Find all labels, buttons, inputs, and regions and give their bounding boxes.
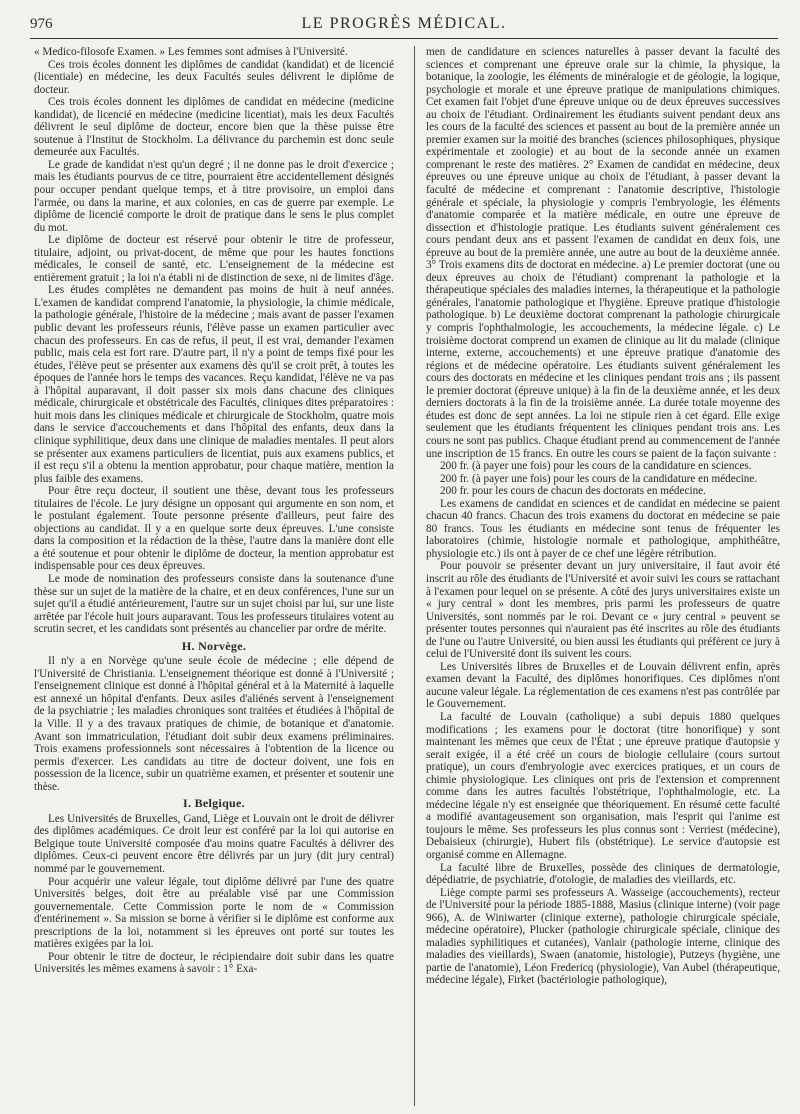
section-heading-belgique: I. Belgique. (183, 796, 245, 811)
paragraph: « Medico-filosofe Examen. » Les femmes sont admises à l'Université. (34, 46, 348, 58)
paragraph: Pour acquérir une valeur légale, tout diplôme délivré par l'une des quatre Universités belges, doit être au préalable visé par une Commission gouvernementale. Cette Commission porte le nom de « Commission d'entérinement ». Sa mission se borne à vérifier si le diplôme est conforme aux prescriptions de la loi, notamment si les épreuves ont porté sur toutes les matières exigées par la loi. (34, 875, 394, 951)
paragraph: Pour pouvoir se présenter devant un jury universitaire, il faut avoir été inscrit au rôle des étudiants de l'Université et avoir suivi les cours se rattachant à l'examen pour lequel on se présente. A côté des jurys universitaires existe un « jury central » dont les membres, pris parmi les professeurs de quatre Universités, sont nommés par le roi. Devant ce « jury central » peuvent se présenter toutes personnes qui n'auraient pas été inscrites au rôle des étudiants de l'une ou l'autre Université, ou bien aussi les étudiants qui préfèrent ce jury à celui de l'Université dont ils suivent les cours. (426, 560, 780, 661)
paragraph: Les études complètes ne demandent pas moins de huit à neuf années. L'examen de kandidat comprend l'anatomie, la physiologie, la chimie médicale, la pathologie générale, l'histoire de la médecine ; mais avant de passer l'examen public devant les professeurs réunis, l'élève passe un examen particulier avec chacun des professeurs. En cas de refus, il peut, il est vrai, demander l'examen public, mais cela est fort rare. D'autre part, il n'y a point de temps fixé pour les études, l'élève peut se présenter aux examens dès qu'il se croit prêt, à toutes les époques de l'année hors le temps des vacances. Reçu kandidat, l'élève ne va pas à l'hôpital auparavant, il doit passer six mois dans chacune des cliniques médicale, chirurgicale et obstétricale des Facultés, cliniques dites préparatoires : huit mois dans les cliniques médicale et chirurgicale de Stockholm, quatre mois dans le service d'accouchements et dans l'hôpital des enfants, deux dans la clinique syphilitique, deux dans une clinique de maladies mentales. Il peut alors se présenter aux examens particuliers de licentiat, puis aux examens publics, et il est reçu s'il a obtenu la mention approbatur, pour chaque matière, mention la plus faible des examens. (34, 284, 394, 485)
paragraph: Les Universités de Bruxelles, Gand, Liège et Louvain ont le droit de délivrer des diplômes académiques. Ce droit leur est conféré par la loi qui autorise en Belgique toute Université composée d'au moins quatre Facultés à délivrer des diplômes. Ceux-ci peuvent encore être délivrés par un jury (dit jury central) nommé par le gouvernement. (34, 812, 394, 875)
right-column (426, 46, 780, 1111)
fee-line: 200 fr. (à payer une fois) pour les cours de la candidature en sciences. (440, 460, 752, 473)
page-number: 976 (30, 16, 53, 32)
fee-line: 200 fr. pour les cours de chacun des doctorats en médecine. (440, 485, 706, 498)
running-title: LE PROGRÈS MÉDICAL. (301, 15, 507, 32)
paragraph: Le mode de nomination des professeurs consiste dans la soutenance d'une thèse sur un sujet de la matière de la chaire, et en deux conférences, l'une sur un sujet qu'il a étudié antérieurement, l'autre sur un sujet choisi par lui, sur une liste arrêtée par l'école huit jours auparavant. Tous les professeurs titulaires votent au scrutin secret, et les candidats sont présentés au chancelier par ordre de mérite. (34, 572, 394, 636)
paragraph: Les Universités libres de Bruxelles et de Louvain délivrent enfin, après examen devant la Faculté, des diplômes honorifiques. Ces diplômes n'ont aucune valeur légale. La réglementation de ces examens n'est pas contrôlée par le Gouvernement. (426, 660, 780, 711)
paragraph: Pour être reçu docteur, il soutient une thèse, devant tous les professeurs titulaires de l'école. Le jury désigne un opposant qui argumente en son nom, et le postulant également. Toute personne présente d'ailleurs, peut faire des objections au candidat. Il y a en quelque sorte deux épreuves. L'une consiste dans la composition et la rédaction de la thèse, l'autre dans la manière dont elle a été soutenue et pour obtenir le diplôme de docteur, la mention approbatur est indispensable pour ces deux épreuves. (34, 485, 394, 573)
section-heading-norvege: H. Norvège. (181, 638, 247, 653)
paragraph: Le grade de kandidat n'est qu'un degré ; il ne donne pas le droit d'exercice ; mais les étudiants pourvus de ce titre, pourraient être accidentellement désignés pour occuper pendant quelque temps, et à titre provisoire, un emploi dans l'armée, ou dans la marine, et aux colonies, en cas de guerre par exemple. Le diplôme de licencié comporte le droit de pratique dans le sens le plus complet du mot. (34, 158, 394, 234)
paragraph: Pour obtenir le titre de docteur, le récipiendaire doit subir dans les quatre Universités les mêmes examens à savoir : 1° Exa- (34, 950, 394, 976)
left-column (34, 46, 394, 1111)
paragraph: Les examens de candidat en sciences et de candidat en médecine se paient chacun 40 francs. Chacun des trois examens du doctorat en médecine se paie 80 francs. Tous les étudiants en médecine sont tenus de fréquenter les laboratoires (chimie, histologie normale et pathologique, amphithéâtre, physiologie etc.) ils ont à payer de ce chef une légère rétribution. (426, 497, 780, 560)
page-header (30, 12, 778, 39)
paragraph: Liège compte parmi ses professeurs A. Wasseige (accouchements), recteur de l'Université pour la période 1885-1888, Masius (clinique interne) (voir page 966), A. de Winiwarter (clinique externe), pathologie chirurgicale spéciale, médecine opératoire), Plucker (pathologie chirurgicale spéciale, clinique des maladies syphilitiques et cutanées), Vanlair (pathologie interne, clinique des maladies des vieillards), Swaen (anatomie, histologie), Putzeys (hygiène, une partie de l'anatomie), Léon Fredericq (physiologie), Van Aubel (thérapeutique, médecine légale), Firket (bactériologie pathologique), (426, 886, 780, 987)
column-divider (414, 46, 415, 1106)
paragraph: La faculté de Louvain (catholique) a subi depuis 1880 quelques modifications ; les examens pour le doctorat (titre honorifique) y sont maintenant les mêmes que ceux de l'État ; une épreuve pratique d'autopsie y serait exigée, il a été créé un cours de biologie cellulaire (cours surtout pratique), un cours d'embryologie avec exercices pratiques, et un cours de chimie physiologique. Les cliniques ont pris de l'extension et comprennent comme dans les autres facultés l'obstétrique, l'ophthalmologie, etc. La médecine légale n'y est enseignée que théoriquement. En résumé cette faculté a modifié avantageusement son organisation, mais l'esprit qui l'anime est toujours le même. Ses professeurs les plus connus sont : Verriest (médecine), Debaisieux (chirurgie), Hubert fils (obstétrique). Le service d'autopsie est organisé comme en Allemagne. (426, 710, 780, 861)
fee-line: 200 fr. (à payer une fois) pour les cours de la candidature en médecine. (440, 472, 758, 485)
paragraph: La faculté libre de Bruxelles, possède des cliniques de dermatologie, dépédiatrie, de psychiatrie, d'otologie, de maladies des vieillards, etc. (426, 861, 780, 887)
paragraph: Ces trois écoles donnent les diplômes de candidat (kandidat) et de licencié (licentiale) en médecine, les deux Facultés seules délivrent le diplôme de docteur. (34, 58, 394, 96)
paragraph: Ces trois écoles donnent les diplômes de candidat en médecine (medicine kandidat), de licencié en médecine (medicine licentiat), mais les deux Facultés délivrent le seul diplôme de docteur, encore bien que la thèse puisse être soutenue à l'Institut de Stockholm. La délivrance du parchemin est donc seule demeurée aux Facultés. (34, 96, 394, 159)
paragraph: Il n'y a en Norvège qu'une seule école de médecine ; elle dépend de l'Université de Christiania. L'enseignement théorique est donné à l'Université ; l'enseignement clinique est donné à l'hôpital général et à la Maternité à laquelle est annexé un hôpital d'enfants. Deux asiles d'aliénés servent à l'enseignement de la psychiatrie ; les maladies chroniques sont traitées et étudiées à l'hôpital de la Ville. Il y a des travaux pratiques de chimie, de botanique et d'anatomie. Avant son immatriculation, l'étudiant doit subir deux examens préliminaires. Trois examens professionnels sont nécessaires à l'obtention de la licence ou permis d'exercer. Les candidats au titre de docteur doivent, une fois en possession de la licence, subir un quatrième examen, et présenter et soutenir une thèse. (34, 655, 394, 793)
paragraph: Le diplôme de docteur est réservé pour obtenir le titre de professeur, titulaire, adjoint, ou privat-docent, de même que pour les hautes fonctions médicales, le conseil de santé, etc. L'enseignement de la médecine est entièrement gratuit ; la loi n'a établi ni de distinction de sexe, ni de limites d'âge. (34, 234, 394, 284)
paragraph: men de candidature en sciences naturelles à passer devant la faculté des sciences et comprenant une épreuve orale sur la chimie, la physique, la botanique, la zoologie, les éléments de minéralogie et de géologie, la logique, psychologie et morale et une épreuve pratique de manipulations chimiques. Cet examen fait l'objet d'une épreuve unique ou de deux épreuves successives au choix de l'étudiant. Ordinairement les étudiants suivent pendant deux ans les cours de la faculté des sciences et passent au bout de la première année un premier examen sur la moitié des branches (sciences philosophiques, physique expérimentale et zoologie) et au bout de la seconde année un examen comprenant le reste des matières. 2° Examen de candidat en médecine, deux épreuves ou une épreuve unique au choix de l'étudiant, à passer devant la faculté de médecine et comprenant : l'anatomie descriptive, l'histologie générale et spéciale, la physiologie y compris l'embryologie, les éléments d'anatomie comparée et la matière médicale, en outre une épreuve de dissection et d'histologie pratique. Les étudiants suivent généralement ces cours pendant deux ans et passent l'examen de candidat en deux fois, une épreuve au bout de la première année, une autre au bout de la deuxième année. 3° Trois examens dits de doctorat en médecine. a) Le premier doctorat (une ou deux épreuves au choix de l'étudiant) comprenant la pathologie et la thérapeutique spéciales des maladies internes, la thérapeutique et la pathologie générales, l'anatomie pathologique et l'hygiène. Epreuve pratique d'histologie pathologique. b) Le deuxième doctorat comprenant la pathologie chirurgicale y compris l'ophthalmologie, les accouchements, la médecine légale. c) Le troisième doctorat comprend un examen de clinique au lit du malade (clinique interne, externe, accouchements) et une épreuve pratique d'anatomie des régions et de médecine opératoire. Les étudiants suivent généralement les cours des doctorats en médecine et les cliniques pendant trois ans ; ils passent le premier doctorat (épreuve unique) à la fin de la deuxième année, et les deux derniers doctorats à la fin de la troisième année. La durée totale moyenne des études est donc de sept années. La loi ne stipule rien à cet égard. Elle exige seulement que les étudiants fréquentent les cliniques pendant trois ans. Les cours ne sont pas publics. Chaque étudiant prend au commencement de l'année une inscription de 15 francs. En outre les cours se paient de la façon suivante : (426, 46, 780, 460)
